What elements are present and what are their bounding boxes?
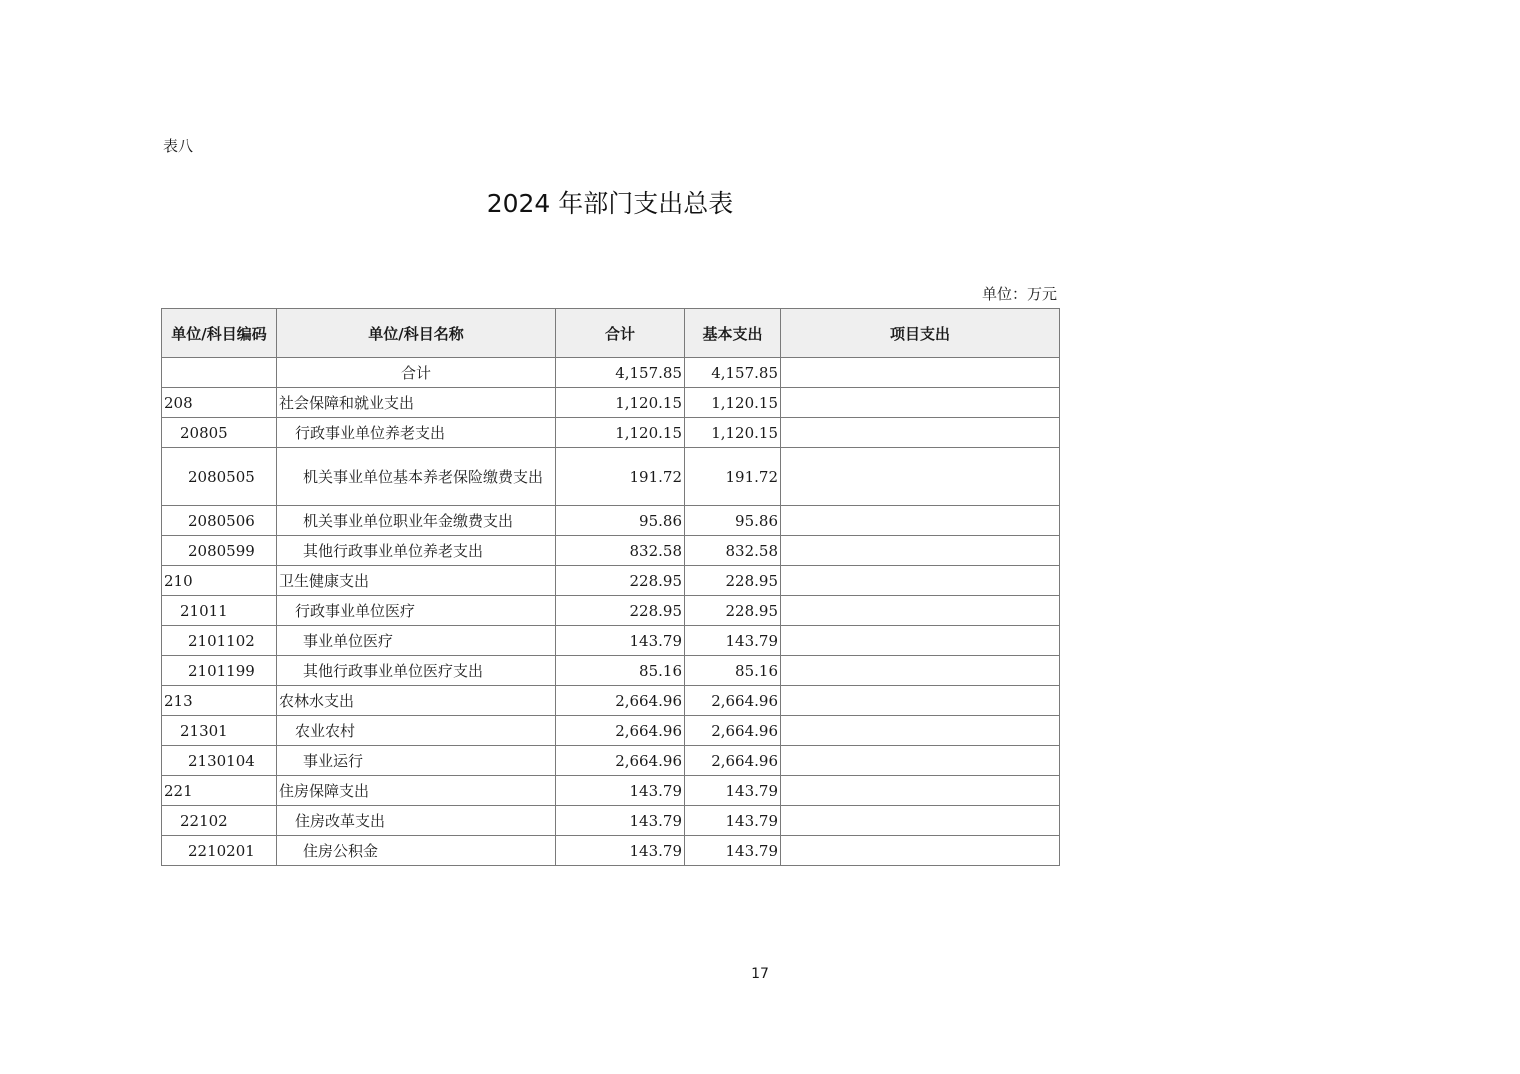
table-row: [162, 776, 1060, 806]
table-row: [162, 746, 1060, 776]
cell-basic: 2,664.96: [685, 746, 781, 776]
page-title: 2024 年部门支出总表: [486, 189, 734, 218]
cell-name: 事业单位医疗: [277, 626, 556, 656]
cell-name-text: 机关事业单位基本养老保险缴费支出: [303, 467, 544, 486]
cell-project: [781, 686, 1060, 716]
cell-name: 行政事业单位养老支出: [277, 418, 556, 448]
page-number: 17: [751, 966, 769, 982]
cell-code: 221: [162, 776, 277, 806]
cell-total: 832.58: [556, 536, 685, 566]
cell-code: 2080505: [162, 448, 277, 506]
cell-basic: 228.95: [685, 596, 781, 626]
cell-name: 行政事业单位医疗: [277, 596, 556, 626]
header-row: [162, 309, 1060, 358]
cell-name: 农林水支出: [277, 686, 556, 716]
cell-name: 住房保障支出: [277, 776, 556, 806]
cell-code: 208: [162, 388, 277, 418]
cell-basic: 143.79: [685, 806, 781, 836]
cell-basic: 2,664.96: [685, 686, 781, 716]
cell-name: [277, 448, 556, 506]
column-header-basic: 基本支出: [685, 309, 781, 358]
cell-basic: 85.16: [685, 656, 781, 686]
cell-name: 其他行政事业单位医疗支出: [277, 656, 556, 686]
cell-total: 143.79: [556, 836, 685, 866]
cell-basic: 4,157.85: [685, 358, 781, 388]
cell-name: 机关事业单位职业年金缴费支出: [277, 506, 556, 536]
expenditure-table: [161, 308, 1060, 866]
cell-project: [781, 806, 1060, 836]
cell-code: 2130104: [162, 746, 277, 776]
cell-total: 2,664.96: [556, 716, 685, 746]
cell-code: 2210201: [162, 836, 277, 866]
cell-total: 2,664.96: [556, 746, 685, 776]
cell-code: 20805: [162, 418, 277, 448]
table-row: [162, 418, 1060, 448]
cell-project: [781, 566, 1060, 596]
column-header-total: 合计: [556, 309, 685, 358]
cell-project: [781, 776, 1060, 806]
cell-total: 2,664.96: [556, 686, 685, 716]
cell-total: 143.79: [556, 776, 685, 806]
cell-total: 1,120.15: [556, 388, 685, 418]
cell-name: 住房改革支出: [277, 806, 556, 836]
cell-total: 143.79: [556, 626, 685, 656]
table-row: [162, 506, 1060, 536]
table-row: [162, 626, 1060, 656]
table-row: [162, 596, 1060, 626]
cell-code: 210: [162, 566, 277, 596]
cell-name: 卫生健康支出: [277, 566, 556, 596]
cell-project: [781, 656, 1060, 686]
cell-project: [781, 448, 1060, 506]
cell-total: 191.72: [556, 448, 685, 506]
cell-code: 2101199: [162, 656, 277, 686]
cell-basic: 228.95: [685, 566, 781, 596]
table-row: [162, 566, 1060, 596]
table-row: [162, 806, 1060, 836]
cell-project: [781, 746, 1060, 776]
cell-code: 22102: [162, 806, 277, 836]
table-row: [162, 448, 1060, 506]
cell-basic: 2,664.96: [685, 716, 781, 746]
cell-code: 2101102: [162, 626, 277, 656]
cell-basic: 143.79: [685, 626, 781, 656]
cell-total: 4,157.85: [556, 358, 685, 388]
cell-project: [781, 506, 1060, 536]
cell-basic: 95.86: [685, 506, 781, 536]
cell-code: [162, 358, 277, 388]
cell-project: [781, 536, 1060, 566]
cell-basic: 1,120.15: [685, 418, 781, 448]
column-header-name: 单位/科目名称: [277, 309, 556, 358]
cell-basic: 1,120.15: [685, 388, 781, 418]
cell-name: 住房公积金: [277, 836, 556, 866]
cell-code: 2080599: [162, 536, 277, 566]
table-body: [162, 358, 1060, 866]
cell-project: [781, 626, 1060, 656]
cell-project: [781, 716, 1060, 746]
cell-project: [781, 836, 1060, 866]
table-row: [162, 716, 1060, 746]
cell-total: 228.95: [556, 566, 685, 596]
cell-code: 2080506: [162, 506, 277, 536]
cell-basic: 832.58: [685, 536, 781, 566]
unit-note: 单位：万元: [981, 285, 1057, 303]
table-row: [162, 836, 1060, 866]
cell-basic: 191.72: [685, 448, 781, 506]
cell-name: 社会保障和就业支出: [277, 388, 556, 418]
table-row: [162, 686, 1060, 716]
column-header-code: 单位/科目编码: [162, 309, 277, 358]
table-header: [162, 309, 1060, 358]
cell-basic: 143.79: [685, 836, 781, 866]
cell-code: 21011: [162, 596, 277, 626]
table-row: [162, 656, 1060, 686]
cell-project: [781, 596, 1060, 626]
table-row: [162, 358, 1060, 388]
table-row: [162, 388, 1060, 418]
cell-total: 1,120.15: [556, 418, 685, 448]
cell-total: 85.16: [556, 656, 685, 686]
cell-basic: 143.79: [685, 776, 781, 806]
cell-total: 143.79: [556, 806, 685, 836]
column-header-project: 项目支出: [781, 309, 1060, 358]
cell-project: [781, 388, 1060, 418]
cell-name: 合计: [277, 358, 556, 388]
cell-project: [781, 418, 1060, 448]
cell-name: 事业运行: [277, 746, 556, 776]
cell-name: 农业农村: [277, 716, 556, 746]
cell-code: 21301: [162, 716, 277, 746]
cell-project: [781, 358, 1060, 388]
table-label: 表八: [163, 137, 194, 155]
table-row: [162, 536, 1060, 566]
cell-name: 其他行政事业单位养老支出: [277, 536, 556, 566]
cell-code: 213: [162, 686, 277, 716]
cell-total: 228.95: [556, 596, 685, 626]
cell-total: 95.86: [556, 506, 685, 536]
